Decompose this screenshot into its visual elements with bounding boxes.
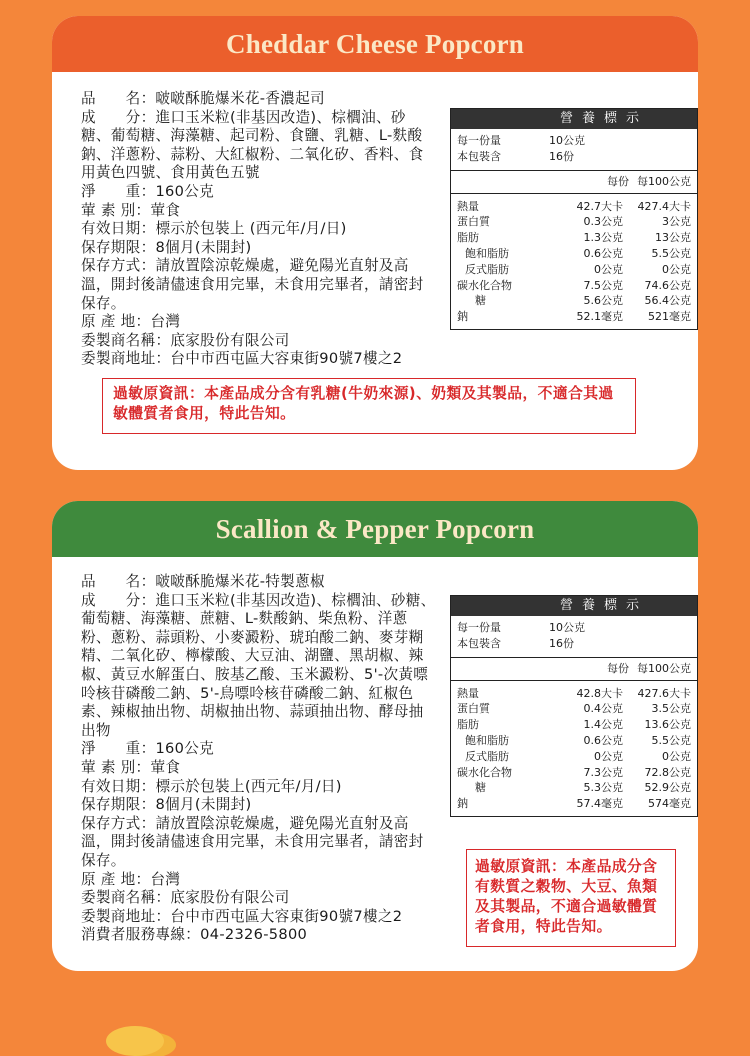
nutrition-row xyxy=(457,309,691,325)
nutrient-per-serving: 7.3公克 xyxy=(583,765,623,779)
nutrition-row xyxy=(457,717,691,733)
nutrition-row xyxy=(457,246,691,262)
info-row-expiry: 有效日期：標示於包裝上 (西元年/月/日) xyxy=(81,220,347,238)
nutrition-row xyxy=(457,278,691,294)
nutrient-per-100g: 574毫克 xyxy=(648,797,691,811)
nutrient-name: 熱量 xyxy=(457,199,479,213)
nutrient-per-100g: 0公克 xyxy=(662,749,691,763)
product-info-list xyxy=(81,90,435,369)
info-row-origin: 原 產 地：台灣 xyxy=(81,870,181,888)
nutrition-row xyxy=(457,293,691,309)
nutrition-facts-table xyxy=(450,595,698,817)
serving-value: 10公克 xyxy=(549,621,585,634)
nutrition-row xyxy=(457,230,691,246)
nutrition-serving xyxy=(451,129,697,171)
nutrient-per-serving: 5.6公克 xyxy=(583,294,623,308)
nutrient-name: 碳水化合物 xyxy=(457,278,512,292)
nutrition-header: 營養標示 xyxy=(451,109,697,129)
nutrient-name: 熱量 xyxy=(457,686,479,700)
nutrition-row xyxy=(457,686,691,702)
info-row-expiry: 有效日期：標示於包裝上(西元年/月/日) xyxy=(81,777,342,795)
product-info-list xyxy=(81,573,437,945)
nutrient-per-serving: 7.5公克 xyxy=(583,278,623,292)
nutrition-row xyxy=(457,214,691,230)
info-row-maker-name: 委製商名稱：底家股份有限公司 xyxy=(81,331,290,349)
nutrient-per-serving: 0.6公克 xyxy=(583,246,623,260)
nutrient-per-100g: 427.6大卡 xyxy=(637,686,691,700)
nutrient-name: 糖 xyxy=(475,294,486,308)
product-card-scallion-pepper xyxy=(52,501,698,971)
info-row-maker-address: 委製商地址：台中市西屯區大容東街90號7樓之2 xyxy=(81,907,403,925)
info-row-weight: 淨 重：160公克 xyxy=(81,740,215,758)
nutrient-per-serving: 42.7大卡 xyxy=(576,199,623,213)
nutrient-per-100g: 13公克 xyxy=(655,231,691,245)
nutrient-per-100g: 3公克 xyxy=(662,215,691,229)
nutrient-per-100g: 74.6公克 xyxy=(644,278,691,292)
nutrition-rows xyxy=(451,681,697,816)
info-row-weight: 淨 重：160公克 xyxy=(81,182,215,200)
info-row-storage: 保存方式：請放置陰涼乾燥處，避免陽光直射及高溫，開封後請儘速食用完畢，未食用完畢者，請密封保存。 xyxy=(81,814,424,869)
pack-label: 本包裝含 xyxy=(457,636,501,650)
popcorn-illustration xyxy=(106,1026,164,1056)
serving-value: 10公克 xyxy=(549,134,585,147)
nutrient-name: 飽和脂肪 xyxy=(465,246,509,260)
nutrient-name: 糖 xyxy=(475,781,486,795)
pack-value: 16份 xyxy=(549,149,574,163)
nutrient-per-serving: 1.3公克 xyxy=(583,231,623,245)
nutrient-per-serving: 0.4公克 xyxy=(583,702,623,716)
info-row-maker-address: 委製商地址：台中市西屯區大容東街90號7樓之2 xyxy=(81,350,403,368)
info-row-name: 品 名：啵啵酥脆爆米花-特製蔥椒 xyxy=(81,573,325,590)
nutrition-row xyxy=(457,733,691,749)
nutrition-row xyxy=(457,749,691,765)
nutrition-column-headers xyxy=(451,171,697,194)
nutrient-per-100g: 52.9公克 xyxy=(644,781,691,795)
info-row-maker-name: 委製商名稱：底家股份有限公司 xyxy=(81,889,290,907)
nutrient-per-serving: 5.3公克 xyxy=(583,781,623,795)
info-row-storage: 保存方式：請放置陰涼乾燥處，避免陽光直射及高溫，開封後請儘速食用完畢，未食用完畢者，請密封保存。 xyxy=(81,257,424,312)
nutrition-row xyxy=(457,199,691,215)
nutrient-per-serving: 42.8大卡 xyxy=(576,686,623,700)
nutrition-facts-table xyxy=(450,108,698,330)
nutrition-column-headers xyxy=(451,658,697,681)
nutrient-per-serving: 0公克 xyxy=(594,262,623,276)
card-title-banner xyxy=(52,501,698,557)
card-title-banner xyxy=(52,16,698,72)
nutrition-row xyxy=(457,780,691,796)
nutrient-name: 鈉 xyxy=(457,310,468,324)
nutrient-per-serving: 0.6公克 xyxy=(583,733,623,747)
nutrition-row xyxy=(457,765,691,781)
nutrient-per-100g: 521毫克 xyxy=(648,310,691,324)
pack-label: 本包裝含 xyxy=(457,149,501,163)
allergen-notice: 過敏原資訊：本產品成分含有乳糖(牛奶來源)、奶類及其製品，不適合其過敏體質者食用，特此告知。 xyxy=(102,378,636,434)
nutrient-name: 反式脂肪 xyxy=(465,262,509,276)
serving-label: 每一份量 xyxy=(457,134,501,147)
pack-value: 16份 xyxy=(549,636,574,650)
nutrient-name: 反式脂肪 xyxy=(465,749,509,763)
nutrition-row xyxy=(457,262,691,278)
nutrient-per-serving: 0公克 xyxy=(594,749,623,763)
info-row-diet: 葷 素 別：葷食 xyxy=(81,201,181,219)
nutrient-name: 蛋白質 xyxy=(457,702,490,716)
nutrient-per-100g: 3.5公克 xyxy=(651,702,691,716)
info-row-ingredients: 成 分：進口玉米粒(非基因改造)、棕櫚油、砂糖、葡萄糖、海藻糖、蔗糖、L-麩酸鈉、柴魚粉、洋蔥粉、蔥粉、蒜頭粉、小麥澱粉、琥珀酸二鈉、麥芽糊精、二氧化矽、檸檬酸、大豆油、湖鹽、黑胡椒、辣椒、黃豆水解蛋白、胺基乙酸、玉米澱粉、5'-次黃嘌呤核苷磷酸二鈉、5'-鳥嘌呤核苷磷酸二鈉、紅椒色素、辣椒抽出物、胡椒抽出物、蒜頭抽出物、酵母抽出物 xyxy=(81,591,436,739)
info-row-shelf-life: 保存期限：8個月(未開封) xyxy=(81,796,252,814)
nutrition-row xyxy=(457,796,691,812)
column-per-serving: 每份 xyxy=(607,174,629,188)
nutrient-name: 鈉 xyxy=(457,797,468,811)
nutrition-header: 營養標示 xyxy=(451,596,697,616)
nutrient-per-serving: 52.1毫克 xyxy=(576,310,623,324)
info-row-name: 品 名：啵啵酥脆爆米花-香濃起司 xyxy=(81,90,325,107)
card-title: Cheddar Cheese Popcorn xyxy=(226,28,524,59)
nutrition-row xyxy=(457,701,691,717)
nutrient-per-serving: 57.4毫克 xyxy=(576,797,623,811)
nutrient-name: 蛋白質 xyxy=(457,215,490,229)
column-per-100g: 每100公克 xyxy=(637,174,691,188)
nutrient-per-100g: 427.4大卡 xyxy=(637,199,691,213)
nutrient-per-serving: 0.3公克 xyxy=(583,215,623,229)
product-card-cheddar xyxy=(52,16,698,470)
nutrient-per-serving: 1.4公克 xyxy=(583,718,623,732)
nutrient-name: 碳水化合物 xyxy=(457,765,512,779)
info-row-ingredients: 成 分：進口玉米粒(非基因改造)、棕櫚油、砂糖、葡萄糖、海藻糖、起司粉、食鹽、乳糖、L-麩酸鈉、洋蔥粉、蒜粉、大紅椒粉、二氧化矽、香料、食用黃色四號、食用黃色五號 xyxy=(81,108,424,182)
column-per-100g: 每100公克 xyxy=(637,661,691,675)
info-row-diet: 葷 素 別：葷食 xyxy=(81,758,181,776)
nutrition-serving xyxy=(451,616,697,658)
nutrient-name: 飽和脂肪 xyxy=(465,733,509,747)
serving-label: 每一份量 xyxy=(457,621,501,634)
info-row-origin: 原 產 地：台灣 xyxy=(81,313,181,331)
column-per-serving: 每份 xyxy=(607,661,629,675)
nutrient-per-100g: 56.4公克 xyxy=(644,294,691,308)
info-row-shelf-life: 保存期限：8個月(未開封) xyxy=(81,238,252,256)
info-row-service-line: 消費者服務專線：04-2326-5800 xyxy=(81,926,308,944)
nutrient-per-100g: 72.8公克 xyxy=(644,765,691,779)
nutrient-per-100g: 5.5公克 xyxy=(651,733,691,747)
nutrient-per-100g: 13.6公克 xyxy=(644,718,691,732)
nutrient-name: 脂肪 xyxy=(457,718,479,732)
nutrition-rows xyxy=(451,194,697,329)
card-title: Scallion & Pepper Popcorn xyxy=(215,513,535,544)
nutrient-per-100g: 0公克 xyxy=(662,262,691,276)
allergen-notice: 過敏原資訊：本產品成分含有麩質之穀物、大豆、魚類及其製品，不適合過敏體質者食用，特此告知。 xyxy=(466,849,676,947)
nutrient-per-100g: 5.5公克 xyxy=(651,246,691,260)
nutrient-name: 脂肪 xyxy=(457,231,479,245)
